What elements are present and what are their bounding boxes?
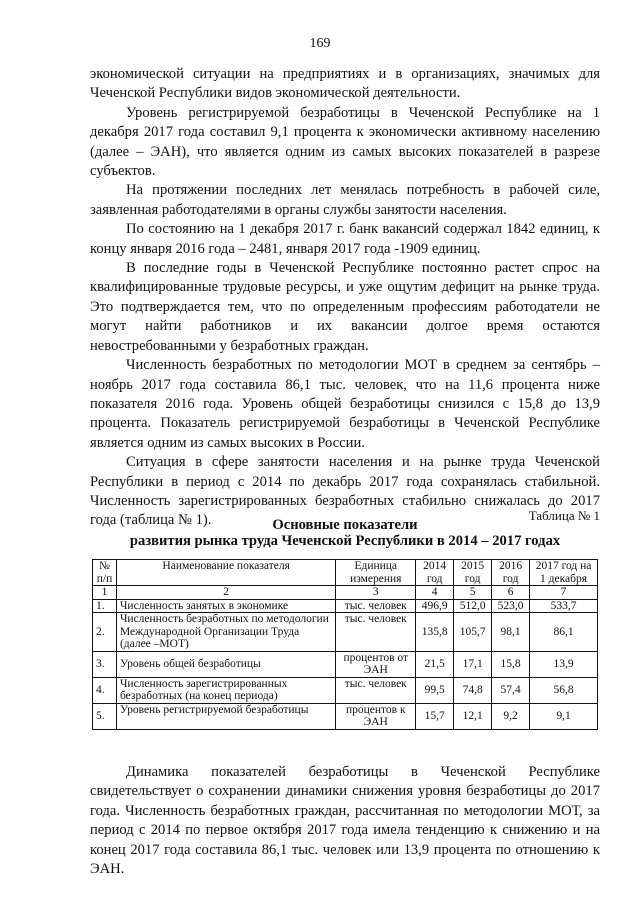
row-name: Уровень общей безработицы — [116, 651, 335, 677]
colnum-cell: 4 — [416, 586, 454, 600]
value-2016: 57,4 — [492, 677, 530, 703]
colnum-cell: 6 — [492, 586, 530, 600]
row-name: Численность безработных по методологии Международной Организации Труда (далее –МОТ) — [116, 613, 335, 652]
row-name: Численность занятых в экономике — [116, 599, 335, 613]
page-number: 169 — [309, 36, 331, 51]
header-cell: Единица измерения — [336, 560, 416, 586]
table-label: Таблица № 1 — [528, 508, 600, 523]
value-2014: 496,9 — [416, 599, 454, 613]
row-name: Численность зарегистрированных безработных (на конец периода) — [116, 677, 335, 703]
value-2015: 12,1 — [454, 703, 492, 729]
paragraph: Динамика показателей безработицы в Чеченской Республике свидетельствует о сохранении динамики снижения уровня безработицы до 2017 года. Численность безработных граждан, рассчитанная по методологии МОТ, за период с 2014 по первое октября 2017 года имела тенденцию к снижению и на конец 2017 года составила 86,1 тыс. человек или 13,9 процента по отношению к ЭАН. — [90, 764, 600, 878]
table-title-line1: Основные показатели — [272, 517, 418, 533]
body-text-bottom — [90, 763, 600, 879]
paragraph: Численность безработных по методологии МОТ в среднем за сентябрь – ноябрь 2017 года составила 86,1 тыс. человек, что на 11,6 процента ниже показателя 2016 года. Уровень общей безработицы снизился с 15,8 до 13,9 процента. Показатель регистрируемой безработицы в Чеченской Республике является одним из самых высоких в России. — [90, 357, 600, 451]
row-number: 4. — [93, 677, 117, 703]
paragraph: экономической ситуации на предприятиях и в организациях, значимых для Чеченской Республики видов экономической деятельности. — [90, 66, 600, 102]
value-2014: 21,5 — [416, 651, 454, 677]
value-2015: 512,0 — [454, 599, 492, 613]
paragraph: Ситуация в сфере занятости населения и на рынке труда Чеченской Республики в период с 2014 по декабрь 2017 года сохранялась стабильной. Численность зарегистрированных безработных стабильно снижалась до 2017 года (таблица № 1). — [90, 454, 600, 529]
header-cell: Наименование показателя — [116, 560, 335, 586]
value-2016: 523,0 — [492, 599, 530, 613]
table-colnum-row — [93, 586, 598, 600]
indicators-table — [92, 559, 598, 730]
row-number: 2. — [93, 613, 117, 652]
table-title — [90, 517, 600, 549]
row-unit: процентов к ЭАН — [336, 703, 416, 729]
value-2015: 74,8 — [454, 677, 492, 703]
value-2017: 13,9 — [530, 651, 598, 677]
row-unit: тыс. человек — [336, 599, 416, 613]
row-number: 5. — [93, 703, 117, 729]
value-2014: 15,7 — [416, 703, 454, 729]
header-cell: 2015 год — [454, 560, 492, 586]
row-name: Уровень регистрируемой безработицы — [116, 703, 335, 729]
paragraph: По состоянию на 1 декабря 2017 г. банк вакансий содержал 1842 единиц, к концу января 2016 года – 2481, января 2017 года -1909 единиц. — [90, 221, 600, 257]
table-header-row — [93, 560, 598, 586]
table-row — [93, 613, 598, 652]
paragraph: В последние годы в Чеченской Республике постоянно растет спрос на квалифицированные трудовые ресурсы, и уже ощутим дефицит на рынке труда. Это подтверждается тем, что по определенным профессиям работодатели не могут найти работников и их вакансии долгое время остаются невостребованными у безработных граждан. — [90, 260, 600, 354]
value-2015: 105,7 — [454, 613, 492, 652]
value-2016: 15,8 — [492, 651, 530, 677]
body-text-top — [90, 65, 600, 531]
value-2017: 9,1 — [530, 703, 598, 729]
value-2014: 135,8 — [416, 613, 454, 652]
colnum-cell: 3 — [336, 586, 416, 600]
table-row — [93, 651, 598, 677]
row-unit: тыс. человек — [336, 613, 416, 652]
colnum-cell: 7 — [530, 586, 598, 600]
table-row — [93, 677, 598, 703]
colnum-cell: 1 — [93, 586, 117, 600]
header-cell: № п/п — [93, 560, 117, 586]
table-row — [93, 703, 598, 729]
header-cell: 2017 год на 1 декабря — [530, 560, 598, 586]
value-2017: 533,7 — [530, 599, 598, 613]
row-unit: тыс. человек — [336, 677, 416, 703]
value-2015: 17,1 — [454, 651, 492, 677]
paragraph: Уровень регистрируемой безработицы в Чеченской Республике на 1 декабря 2017 года составил 9,1 процента к экономически активному населению (далее – ЭАН), что является одним из самых высоких показателей в разрезе субъектов. — [90, 104, 600, 180]
header-cell: 2014 год — [416, 560, 454, 586]
paragraph: На протяжении последних лет менялась потребность в рабочей силе, заявленная работодателями в органы службы занятости населения. — [90, 182, 600, 218]
value-2014: 99,5 — [416, 677, 454, 703]
colnum-cell: 5 — [454, 586, 492, 600]
value-2017: 86,1 — [530, 613, 598, 652]
value-2016: 98,1 — [492, 613, 530, 652]
value-2016: 9,2 — [492, 703, 530, 729]
row-number: 1. — [93, 599, 117, 613]
row-number: 3. — [93, 651, 117, 677]
table-row — [93, 599, 598, 613]
table-title-line2: развития рынка труда Чеченской Республики в 2014 – 2017 годах — [129, 533, 561, 549]
row-unit: процентов от ЭАН — [336, 651, 416, 677]
header-cell: 2016 год — [492, 560, 530, 586]
value-2017: 56,8 — [530, 677, 598, 703]
colnum-cell: 2 — [116, 586, 335, 600]
